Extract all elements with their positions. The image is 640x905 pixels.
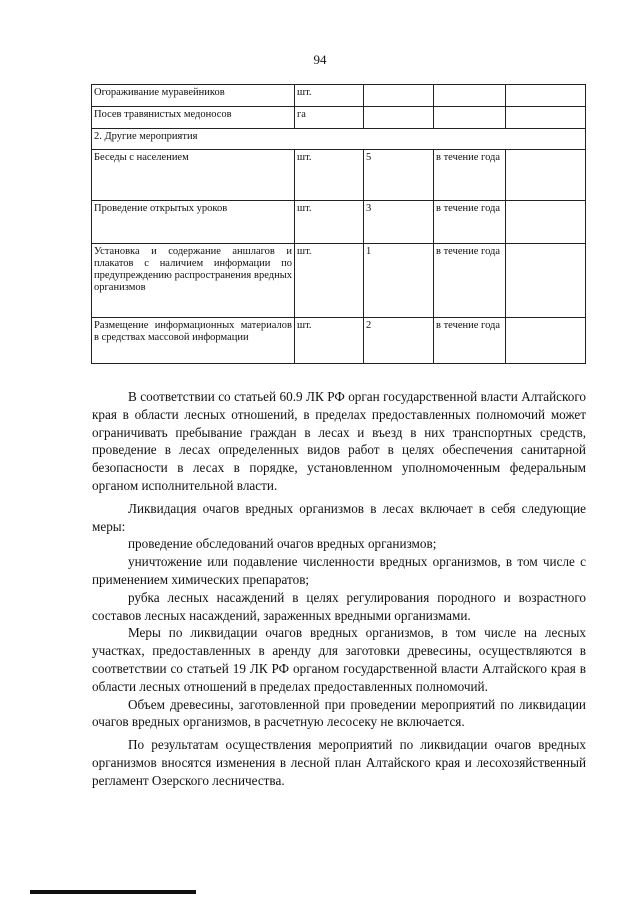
paragraph: По результатам осуществления мероприятий по ликвидации очагов вредных организмов вносятся изменения в лесной план Алтайского края и лесохозяйственный регламент Озерского лесничества. <box>92 737 586 788</box>
measure-note <box>506 85 586 107</box>
table-row <box>92 201 586 244</box>
footer-bar <box>30 890 196 894</box>
measure-note <box>506 318 586 364</box>
measure-unit: га <box>295 107 364 129</box>
measure-name: Огораживание муравейников <box>92 85 295 107</box>
measure-note <box>506 150 586 201</box>
measure-quantity <box>364 85 434 107</box>
measures-table <box>91 84 586 364</box>
measure-name: Беседы с населением <box>92 150 295 201</box>
measure-quantity: 1 <box>364 244 434 318</box>
measure-quantity: 2 <box>364 318 434 364</box>
paragraph: Меры по ликвидации очагов вредных организмов, в том числе на лесных участках, предоставленных в аренду для заготовки древесины, осуществляются в соответствии со статьей 19 ЛК РФ органом государственной власти Алтайского края в области лесных отношений в пределах предоставленных полномочий. <box>92 625 586 694</box>
table-row <box>92 150 586 201</box>
measure-unit: шт. <box>295 244 364 318</box>
measure-period: в течение года <box>434 244 506 318</box>
measure-period <box>434 85 506 107</box>
table-row <box>92 85 586 107</box>
paragraph: В соответствии со статьей 60.9 ЛК РФ орган государственной власти Алтайского края в области лесных отношений, в пределах предоставленных полномочий может ограничивать пребывание граждан в лесах и въезд в них транспортных средств, проведение в лесах определенных видов работ в целях обеспечения санитарной безопасности в лесах в порядке, установленном уполномоченным федеральным органом исполнительной власти. <box>92 389 586 493</box>
measure-period: в течение года <box>434 318 506 364</box>
paragraph: Ликвидация очагов вредных организмов в лесах включает в себя следующие меры: <box>92 500 586 534</box>
page-number: 94 <box>313 52 327 67</box>
measure-note <box>506 244 586 318</box>
list-item: рубка лесных насаждений в целях регулирования породного и возрастного составов лесных насаждений, зараженных вредными организмами. <box>92 589 586 623</box>
measure-quantity: 3 <box>364 201 434 244</box>
table-row <box>92 244 586 318</box>
section-title: 2. Другие мероприятия <box>92 129 586 150</box>
measure-period: в течение года <box>434 201 506 244</box>
measure-name: Проведение открытых уроков <box>92 201 295 244</box>
measure-quantity: 5 <box>364 150 434 201</box>
measure-unit: шт. <box>295 85 364 107</box>
measure-name: Посев травянистых медоносов <box>92 107 295 129</box>
measure-name: Размещение информационных материалов в средствах массовой информации <box>92 318 295 364</box>
table-section-row <box>92 129 586 150</box>
measure-note <box>506 201 586 244</box>
table-row <box>92 318 586 364</box>
measure-unit: шт. <box>295 150 364 201</box>
measure-unit: шт. <box>295 201 364 244</box>
measure-quantity <box>364 107 434 129</box>
paragraph: Объем древесины, заготовленной при проведении мероприятий по ликвидации очагов вредных организмов, в расчетную лесосеку не включается. <box>92 696 586 730</box>
measure-unit: шт. <box>295 318 364 364</box>
list-item: уничтожение или подавление численности вредных организмов, в том числе с применением химических препаратов; <box>92 554 586 587</box>
measure-name: Установка и содержание аншлагов и плакатов с наличием информации по предупреждению распространения вредных организмов <box>92 244 295 318</box>
measure-period <box>434 107 506 129</box>
list-item: проведение обследований очагов вредных организмов; <box>128 536 437 552</box>
body-text <box>92 388 586 790</box>
table-row <box>92 107 586 129</box>
measure-period: в течение года <box>434 150 506 201</box>
measure-note <box>506 107 586 129</box>
